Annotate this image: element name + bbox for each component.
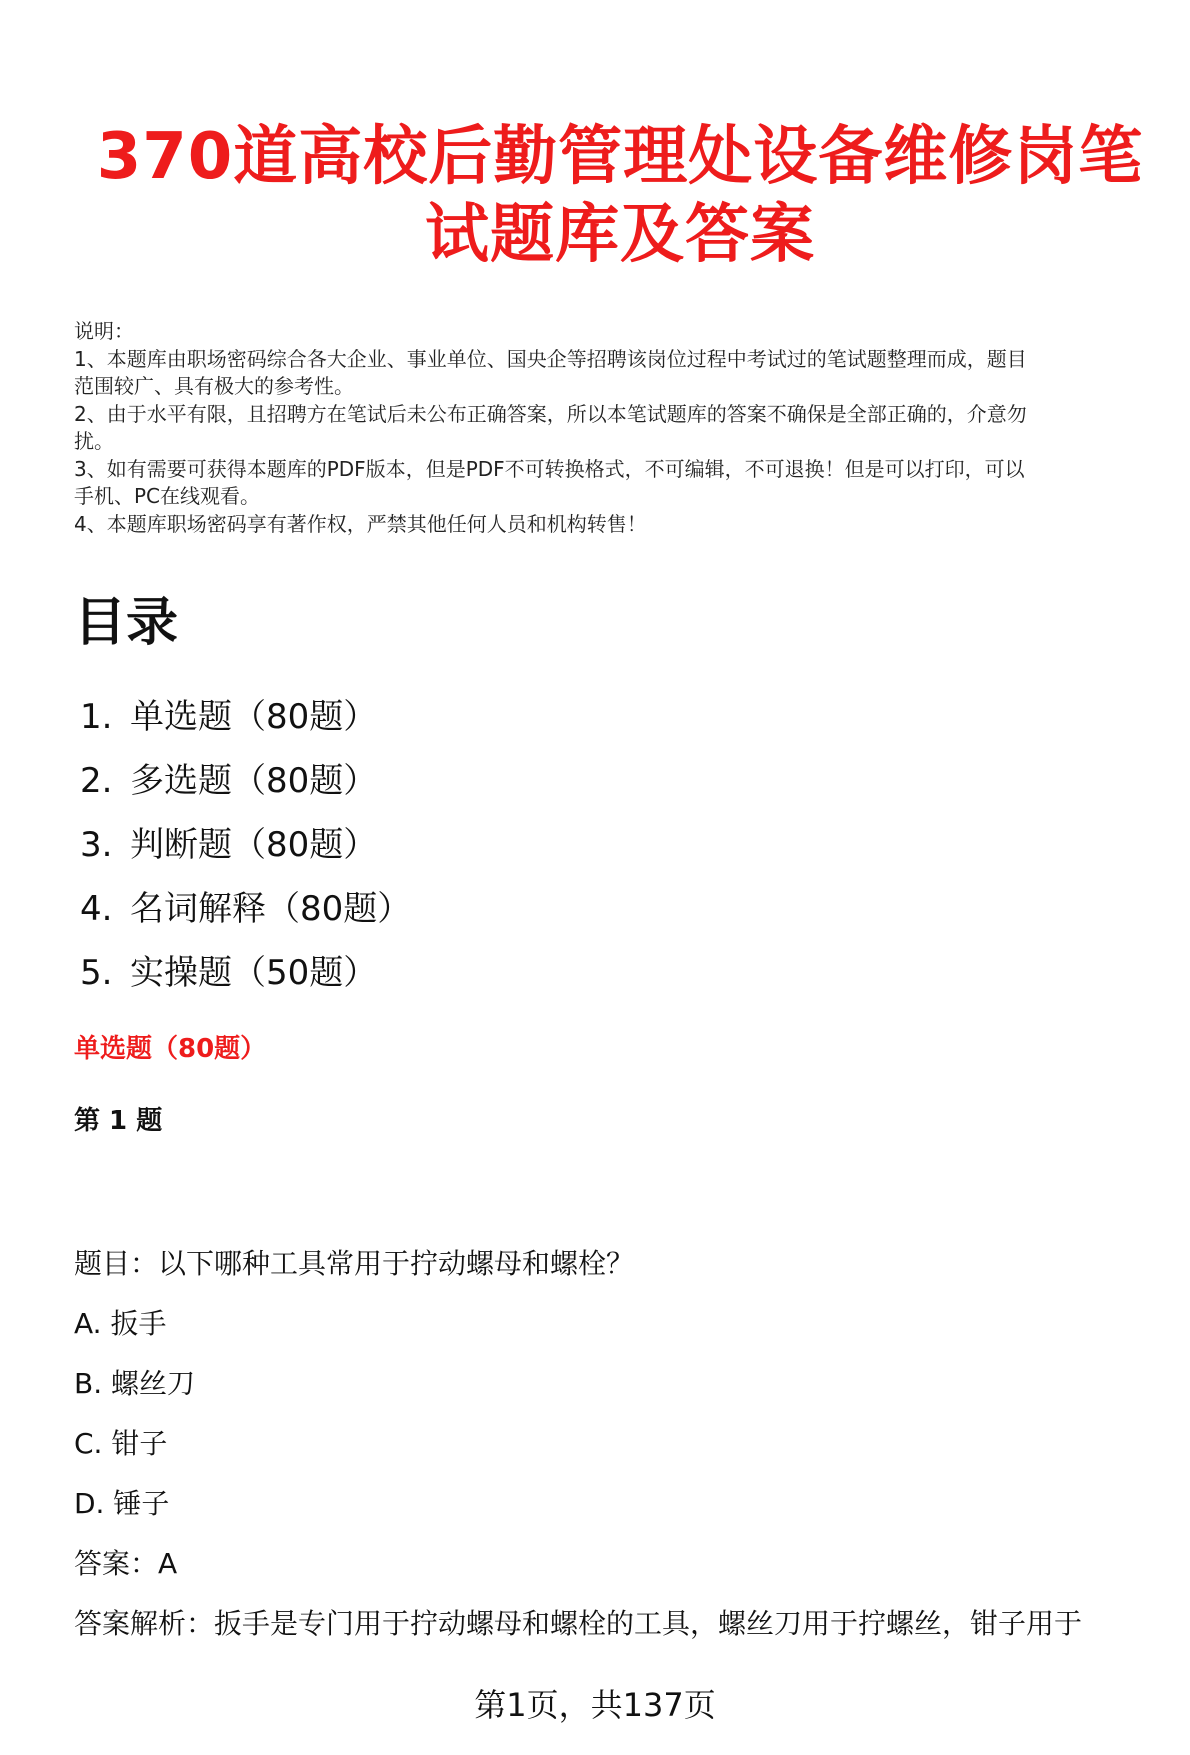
toc-item-label: 多选题（80题） xyxy=(130,761,378,801)
option-a: A. 扳手 xyxy=(74,1307,167,1340)
note-line: 4、本题库职场密码享有著作权，严禁其他任何人员和机构转售！ xyxy=(74,511,647,536)
option-d: D. 锤子 xyxy=(74,1487,170,1520)
instructions-block xyxy=(74,318,1154,538)
option-c: C. 钳子 xyxy=(74,1427,168,1460)
toc-item-label: 单选题（80题） xyxy=(130,697,378,737)
toc-item-number: 1. xyxy=(80,697,113,737)
note-line: 3、如有需要可获得本题库的PDF版本，但是PDF不可转换格式，不可编辑，不可退换！但是可以打印，可以 xyxy=(74,456,1025,481)
question-block xyxy=(74,1242,1154,1662)
answer-explanation: 答案解析：扳手是专门用于拧动螺母和螺栓的工具，螺丝刀用于拧螺丝，钳子用于 xyxy=(74,1607,1083,1640)
note-line: 说明： xyxy=(74,319,134,343)
toc-item-number: 3. xyxy=(80,825,113,865)
toc-item-label: 实操题（50题） xyxy=(130,953,378,993)
toc-item-label: 名词解释（80题） xyxy=(130,889,412,929)
note-line: 范围较广、具有极大的参考性。 xyxy=(74,374,354,398)
toc-item[interactable] xyxy=(80,877,411,941)
toc-item[interactable] xyxy=(80,813,411,877)
document-title xyxy=(70,118,1170,274)
page-footer: 第1页，共137页 xyxy=(474,1686,716,1724)
toc-item[interactable] xyxy=(80,749,411,813)
note-line: 手机、PC在线观看。 xyxy=(74,484,261,508)
toc-item-number: 4. xyxy=(80,889,113,929)
question-stem: 题目：以下哪种工具常用于拧动螺母和螺栓？ xyxy=(74,1247,635,1280)
toc-item-number: 2. xyxy=(80,761,113,801)
toc-heading: 目录 xyxy=(74,593,179,653)
title-line-1: 370道高校后勤管理处设备维修岗笔 xyxy=(96,120,1144,194)
toc-item[interactable] xyxy=(80,941,411,1005)
toc-item-label: 判断题（80题） xyxy=(130,825,378,865)
toc-item[interactable] xyxy=(80,685,411,749)
note-line: 1、本题库由职场密码综合各大企业、事业单位、国央企等招聘该岗位过程中考试过的笔试题整理而成，题目 xyxy=(74,346,1027,371)
option-b: B. 螺丝刀 xyxy=(74,1367,196,1400)
note-line: 扰。 xyxy=(74,429,114,453)
title-line-2: 试题库及答案 xyxy=(425,198,815,272)
question-number: 第 1 题 xyxy=(74,1106,163,1136)
section-title: 单选题（80题） xyxy=(74,1034,267,1064)
answer: 答案：A xyxy=(74,1547,178,1580)
note-line: 2、由于水平有限，且招聘方在笔试后未公布正确答案，所以本笔试题库的答案不确保是全部正确的，介意勿 xyxy=(74,401,1027,426)
table-of-contents xyxy=(80,685,411,1005)
toc-item-number: 5. xyxy=(80,953,113,993)
